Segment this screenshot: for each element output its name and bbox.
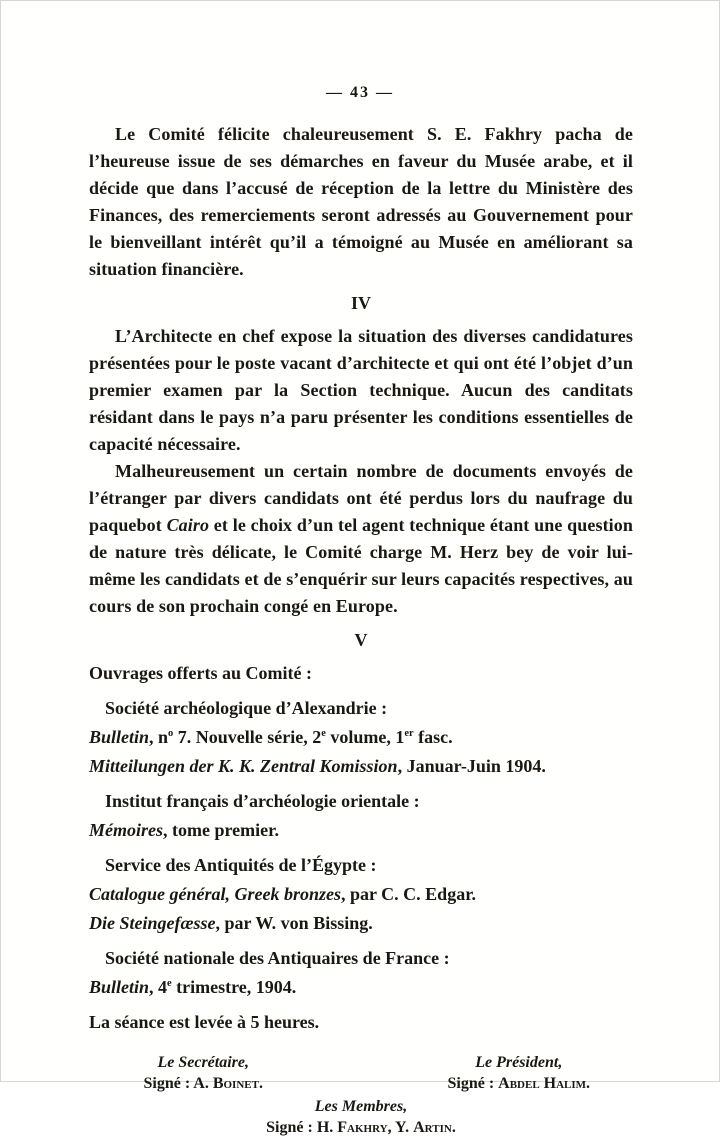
- signature-president: [405, 1052, 633, 1095]
- page-content: [89, 121, 633, 1139]
- entry-service-antiquites: Service des Antiquités de l’Égypte :: [105, 855, 377, 875]
- entry-memoires: Mémoires, tome premier.: [89, 820, 279, 840]
- signature-secretary-signed: Signé : A. Boinet.: [143, 1075, 263, 1092]
- entry-catalogue-general: Catalogue général, Greek bronzes, par C. C. Edgar.: [89, 884, 477, 904]
- signature-president-signed: Signé : Abdel Halim.: [447, 1075, 591, 1092]
- entry-mitteilungen: Mitteilungen der K. K. Zentral Komission, Januar-Juin 1904.: [89, 756, 546, 776]
- section-heading-v: V: [354, 630, 368, 650]
- entry-bulletin-4e-trimestre: Bulletin, 4e trimestre, 1904.: [89, 977, 297, 997]
- entry-societe-antiquaires: Société nationale des Antiquaires de France :: [105, 948, 450, 968]
- entry-bulletin-no7: Bulletin, $n^o$ 7. Nouvelle série, 2e volume, 1er fasc.: [89, 727, 453, 747]
- entry-societe-alexandrie: Société archéologique d’Alexandrie :: [105, 698, 388, 718]
- signature-row: [89, 1052, 633, 1095]
- signature-members: [192, 1096, 529, 1139]
- section-iv-paragraph-2: Malheureusement un certain nombre de documents envoyés de l’étranger par divers candidats ont été perdus lors du naufrage du paquebot Cairo et le choix d’un tel agent technique étant une question de nature très délicate, le Comité charge M. Herz bey de voir lui-même les candidats et de s’enquérir sur leurs capacités respectives, au cours de son prochain congé en Europe.: [89, 461, 633, 616]
- entry-die-steingefaesse: Die Steingefæsse, par W. von Bissing.: [89, 913, 373, 933]
- signature-secretary-title: Le Secrétaire,: [157, 1054, 249, 1071]
- offered-works-intro: Ouvrages offerts au Comité :: [89, 663, 312, 683]
- section-heading-iv: IV: [350, 293, 371, 313]
- signature-members-signed: Signé : H. Fakhry, Y. Artin.: [266, 1119, 456, 1136]
- entry-institut-francais: Institut français d’archéologie orientale :: [105, 791, 420, 811]
- intro-paragraph: Le Comité félicite chaleureusement S. E. Fakhry pacha de l’heureuse issue de ses démarches en faveur du Musée arabe, et il décide que dans l’accusé de réception de la lettre du Ministère des Finances, des remerciements seront adressés au Gouvernement pour le bienveillant intérêt qu’il a témoigné au Musée en améliorant sa situation financière.: [89, 124, 633, 279]
- signature-secretary: [89, 1052, 317, 1095]
- closing-line: La séance est levée à 5 heures.: [89, 1012, 320, 1032]
- section-iv-paragraph-1: L’Architecte en chef expose la situation des diverses candidatures présentées pour le poste vacant d’architecte et qui ont été l’objet d’un premier examen par la Section technique. Aucun des canditats résidant dans le pays n’a paru présenter les conditions essentielles de capacité nécessaire.: [89, 326, 633, 454]
- page-number: — 43 —: [326, 84, 394, 101]
- signature-members-title: Les Membres,: [314, 1098, 408, 1115]
- signature-president-title: Le Président,: [475, 1054, 563, 1071]
